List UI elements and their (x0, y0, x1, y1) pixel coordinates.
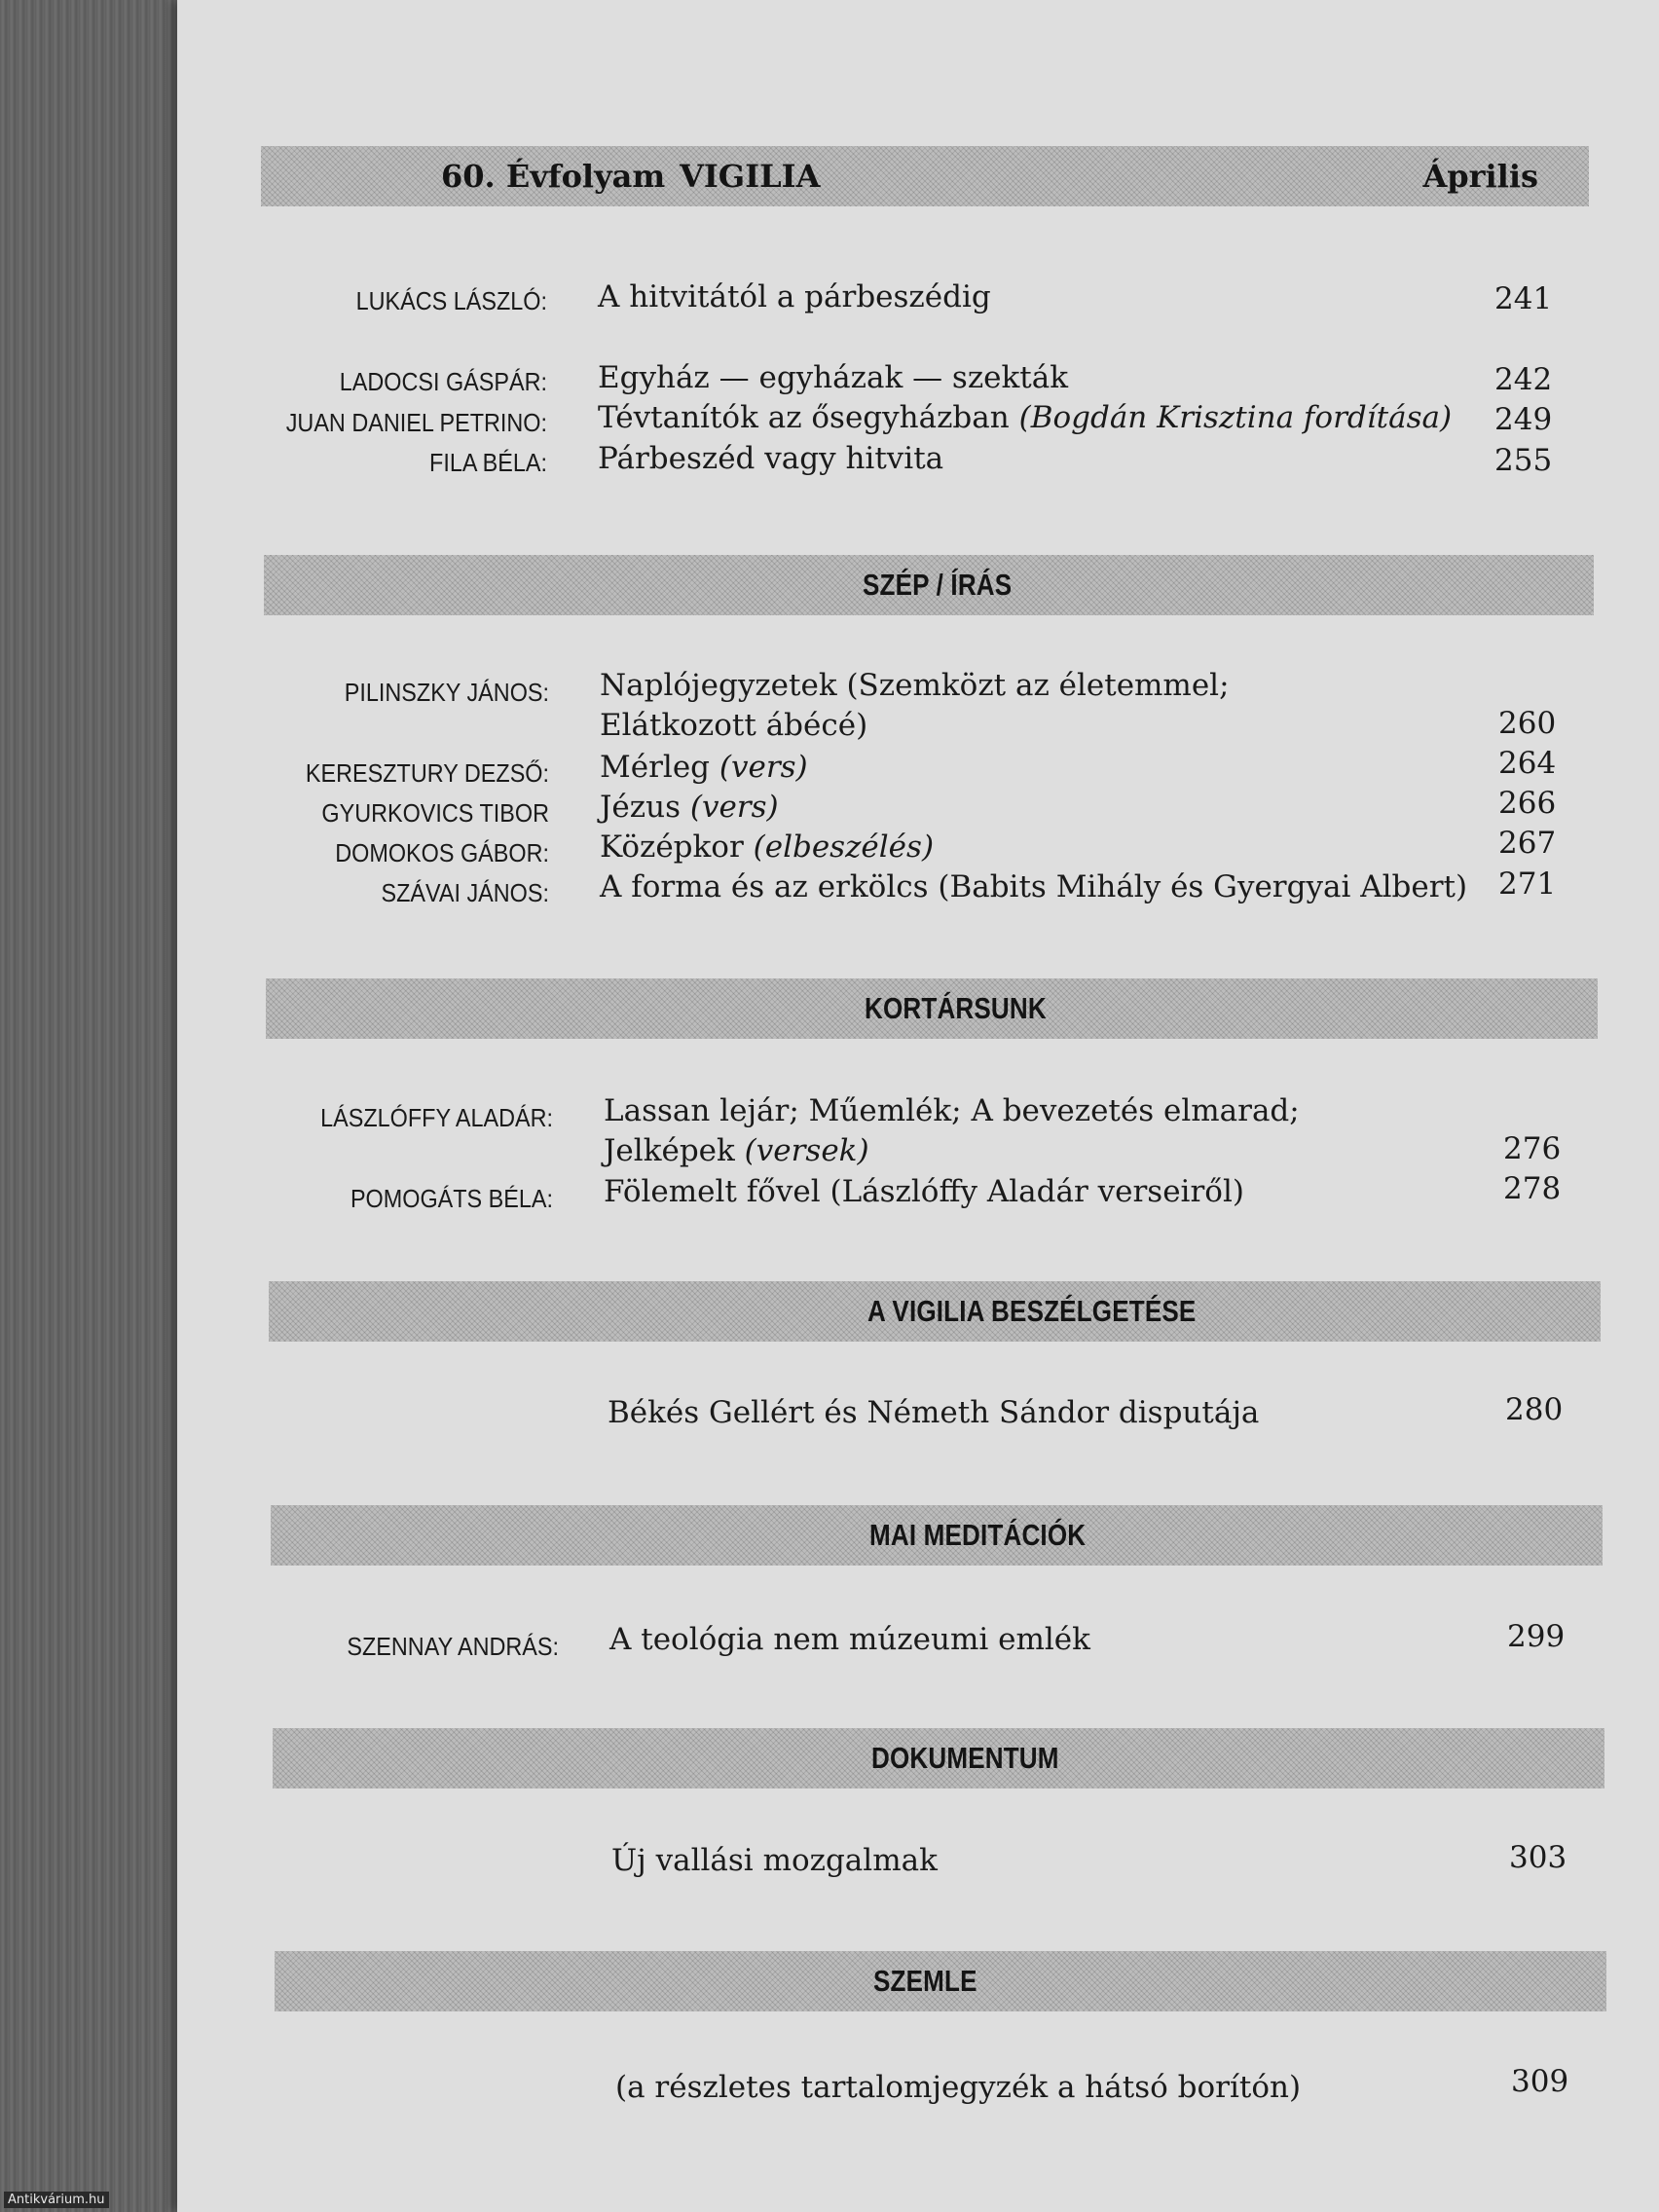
entry-title: Békés Gellért és Németh Sándor disputája (608, 1395, 1260, 1430)
entry-page: 299 (1507, 1619, 1566, 1654)
section-band (269, 1281, 1601, 1342)
entry-author: SZENNAY ANDRÁS: (347, 1632, 559, 1661)
entry-author: LADOCSI GÁSPÁR: (339, 367, 547, 396)
entry-page: 264 (1498, 746, 1557, 781)
entry-author: LÁSZLÓFFY ALADÁR: (320, 1103, 553, 1132)
entry-title: A hitvitától a párbeszédig (598, 279, 991, 314)
journal-title: VIGILIA (680, 158, 821, 195)
entry-page: 260 (1498, 706, 1557, 741)
entry-page: 266 (1498, 786, 1557, 821)
entry-note: (versek) (744, 1133, 869, 1168)
entry-page: 276 (1503, 1131, 1562, 1166)
entry-author: SZÁVAI JÁNOS: (381, 878, 549, 907)
volume-label: 60. Évfolyam (441, 158, 666, 195)
entry-note: (Bogdán Krisztina fordítása) (1018, 400, 1453, 435)
section-title: KORTÁRSUNK (865, 991, 1047, 1025)
page (177, 0, 1659, 2212)
entry-page: 280 (1505, 1392, 1564, 1427)
entry-title: Fölemelt fővel (Lászlóffy Aladár verseiről) (604, 1174, 1244, 1209)
entry-title: A forma és az erkölcs (Babits Mihály és Gyergyai Albert) (600, 869, 1468, 904)
section-band (273, 1728, 1604, 1788)
entry-page: 271 (1498, 866, 1557, 902)
entry-page: 303 (1509, 1840, 1567, 1875)
entry-author: POMOGÁTS BÉLA: (350, 1184, 553, 1213)
entry-title: Tévtanítók az ősegyházban (Bogdán Krisztina fordítása) (598, 400, 1453, 435)
entry-title: A teológia nem múzeumi emlék (609, 1622, 1090, 1657)
entry-title: (a részletes tartalomjegyzék a hátsó borítón) (615, 2070, 1302, 2105)
entry-page: 278 (1503, 1171, 1562, 1206)
entry-title: Új vallási mozgalmak (611, 1843, 938, 1878)
section-band (266, 978, 1598, 1039)
entry-author: KERESZTURY DEZSŐ: (305, 758, 549, 788)
section-band (264, 555, 1594, 615)
entry-title: Középkor (elbeszélés) (600, 830, 935, 865)
entry-author: LUKÁCS LÁSZLÓ: (355, 286, 547, 315)
section-band (271, 1505, 1603, 1566)
month-label: Április (1422, 158, 1538, 195)
entry-title-continued: Elátkozott ábécé) (600, 708, 868, 743)
entry-title: Mérleg (vers) (600, 750, 808, 785)
entry-page: 242 (1494, 362, 1553, 397)
book-binding (0, 0, 177, 2212)
header-band (261, 146, 1589, 206)
entry-note: (vers) (719, 750, 808, 785)
entry-page: 249 (1494, 402, 1553, 437)
section-title: SZEMLE (873, 1964, 977, 1998)
entry-title-continued: Jelképek (versek) (604, 1133, 869, 1168)
entry-title: Naplójegyzetek (Szemközt az életemmel; (600, 668, 1230, 703)
entry-author: PILINSZKY JÁNOS: (344, 678, 549, 707)
entry-page: 255 (1494, 443, 1553, 478)
entry-author: DOMOKOS GÁBOR: (335, 838, 549, 867)
entry-page: 309 (1511, 2064, 1569, 2099)
section-title: A VIGILIA BESZÉLGETÉSE (867, 1294, 1197, 1328)
entry-note: (elbeszélés) (753, 830, 935, 865)
entry-title: Jézus (vers) (600, 790, 779, 825)
entry-author: GYURKOVICS TIBOR (321, 798, 549, 828)
entry-title: Lassan lejár; Műemlék; A bevezetés elmarad; (604, 1093, 1300, 1128)
watermark-label: Antikvárium.hu (4, 2192, 109, 2208)
entry-title: Egyház — egyházak — szekták (598, 360, 1069, 395)
entry-page: 267 (1498, 826, 1557, 861)
entry-author: FILA BÉLA: (429, 448, 547, 477)
entry-page: 241 (1494, 281, 1553, 316)
entry-note: (vers) (689, 790, 779, 825)
entry-author: JUAN DANIEL PETRINO: (285, 408, 547, 437)
section-title: DOKUMENTUM (871, 1741, 1059, 1775)
section-title: MAI MEDITÁCIÓK (869, 1518, 1087, 1552)
section-title: SZÉP / ÍRÁS (863, 568, 1013, 602)
section-band (275, 1951, 1606, 2011)
entry-title: Párbeszéd vagy hitvita (598, 441, 944, 476)
